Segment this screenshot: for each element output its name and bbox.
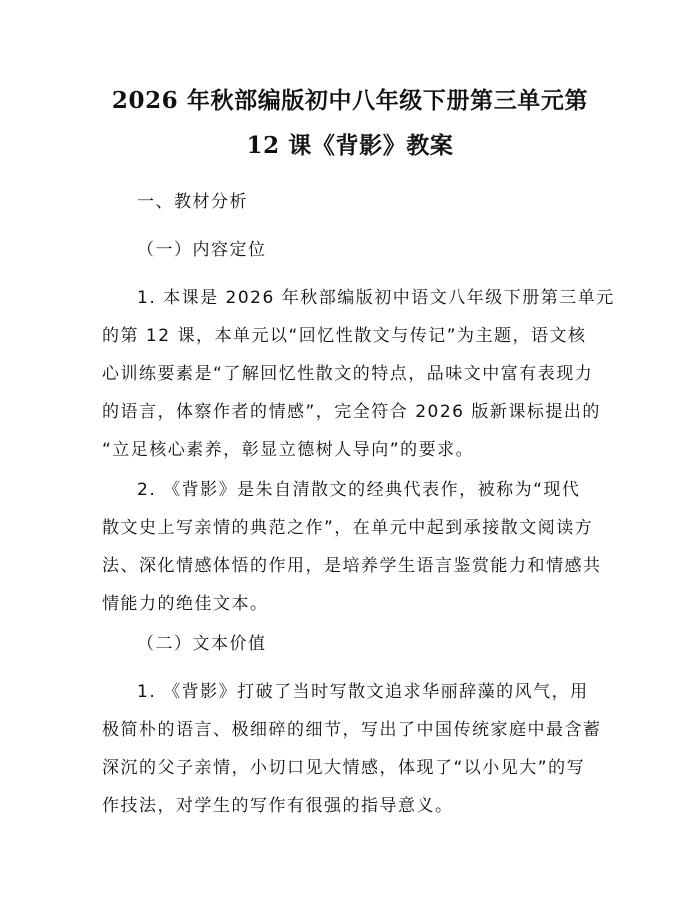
paragraph-line: 1. 本课是 2026 年秋部编版初中语文八年级下册第三单元 [137, 288, 615, 308]
paragraph-line: 作技法，对学生的写作有很强的指导意义。 [102, 796, 454, 816]
document-title-line-1: 2026 年秋部编版初中八年级下册第三单元第 [111, 87, 589, 114]
paragraph-line: 心训练要素是“了解回忆性散文的特点，品味文中富有表现力 [102, 364, 594, 384]
paragraph-line: 散文史上写亲情的典范之作”，在单元中起到承接散文阅读方 [102, 518, 594, 538]
document-title-line-2: 12 课《背影》教案 [246, 132, 454, 159]
paragraph-line: “立足核心素养，彰显立德树人导向”的要求。 [102, 440, 475, 460]
section-heading-textbook-analysis: 一、教材分析 [137, 192, 248, 212]
paragraph-line: 1. 《背影》打破了当时写散文追求华丽辞藻的风气，用 [137, 682, 589, 702]
paragraph-line: 极简朴的语言、极细碎的细节，写出了中国传统家庭中最含蓄 [102, 720, 602, 740]
paragraph-line: 情能力的绝佳文本。 [102, 594, 269, 614]
paragraph-line: 的第 12 课，本单元以“回忆性散文与传记”为主题，语文核 [102, 326, 587, 346]
subsection-heading-content-positioning: （一）内容定位 [137, 240, 267, 260]
paragraph-line: 2. 《背影》是朱自清散文的经典代表作，被称为“现代 [137, 480, 581, 500]
paragraph-line: 的语言，体察作者的情感”，完全符合 2026 版新课标提出的 [102, 402, 601, 422]
paragraph-line: 法、深化情感体悟的作用，是培养学生语言鉴赏能力和情感共 [102, 556, 602, 576]
paragraph-line: 深沉的父子亲情，小切口见大情感，体现了“以小见大”的写 [102, 758, 586, 778]
subsection-heading-text-value: （二）文本价值 [137, 634, 267, 654]
